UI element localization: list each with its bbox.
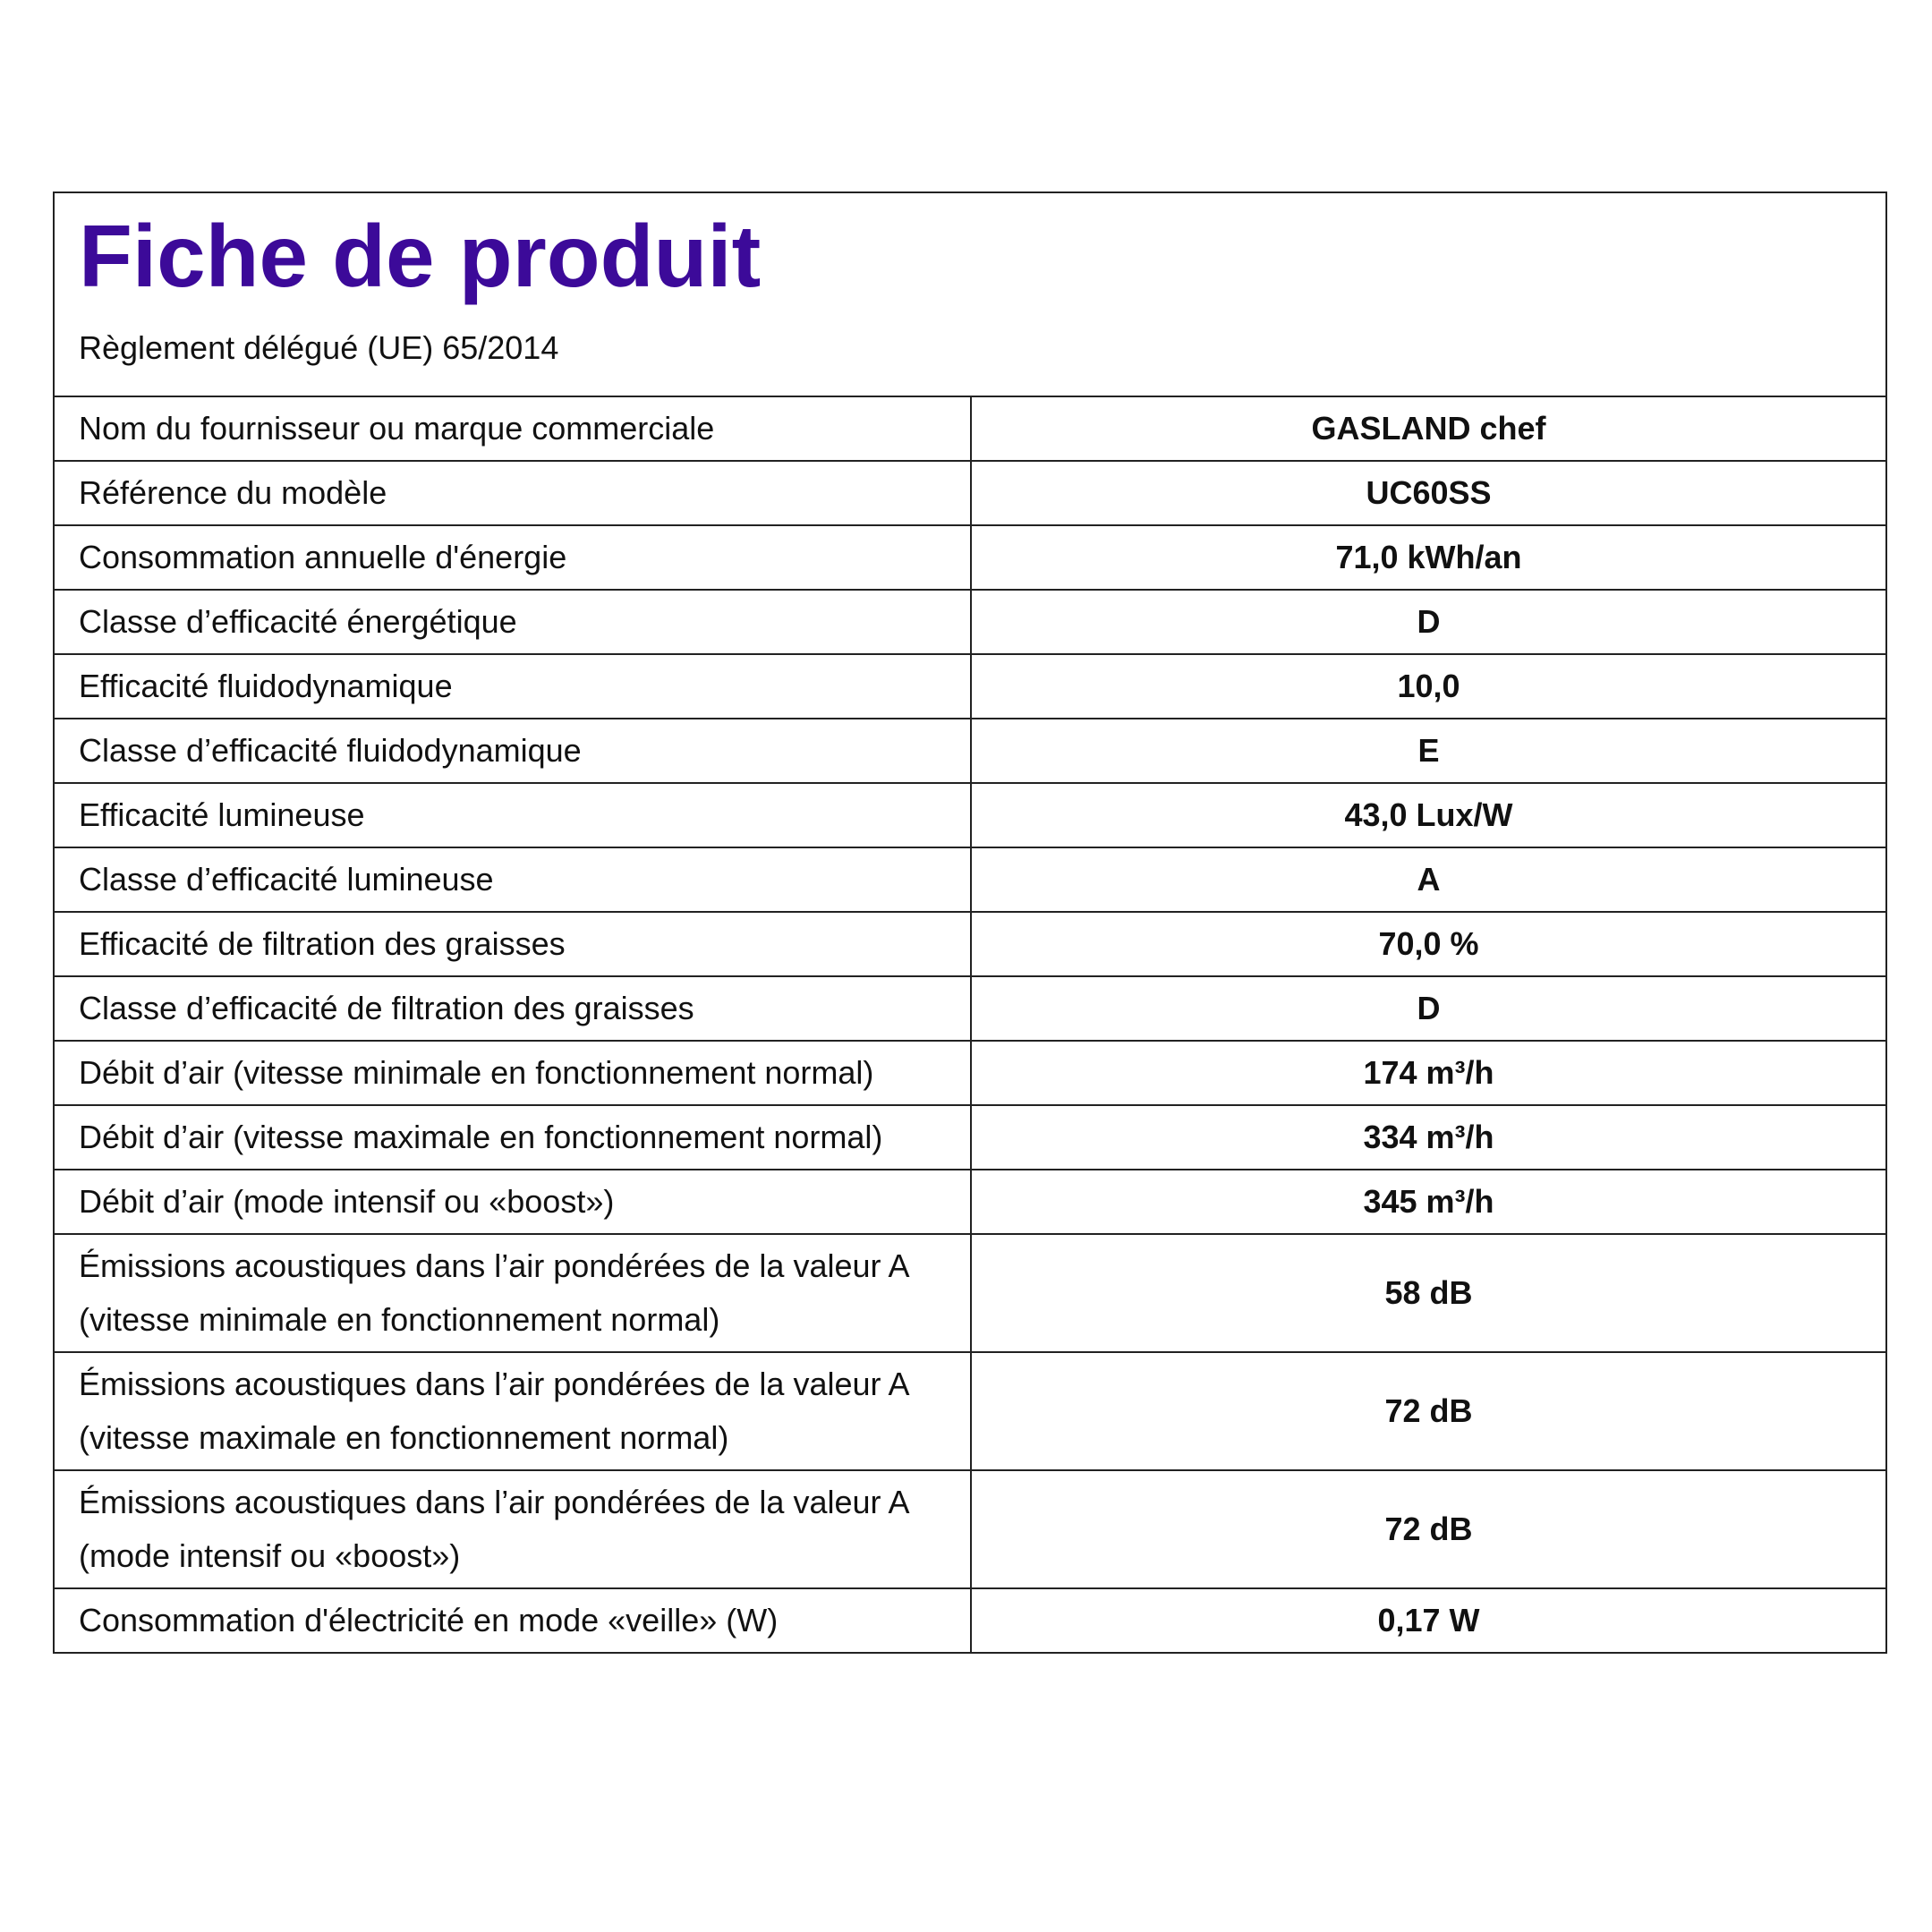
row-label: Efficacité lumineuse bbox=[55, 783, 971, 847]
row-label: Débit d’air (mode intensif ou «boost») bbox=[55, 1170, 971, 1234]
row-value: 174 m³/h bbox=[1363, 1054, 1494, 1091]
row-label: Débit d’air (vitesse maximale en fonctionnement normal) bbox=[55, 1105, 971, 1170]
table-row bbox=[55, 1105, 1885, 1170]
row-value: 345 m³/h bbox=[1363, 1183, 1494, 1220]
row-value: 72 dB bbox=[1384, 1392, 1473, 1429]
row-value: A bbox=[1417, 861, 1441, 898]
row-label: Consommation d'électricité en mode «veille» (W) bbox=[55, 1588, 971, 1652]
row-label: Débit d’air (vitesse minimale en fonctionnement normal) bbox=[55, 1041, 971, 1105]
sheet-header bbox=[55, 193, 1885, 397]
row-value: E bbox=[1417, 732, 1440, 769]
row-value: 10,0 bbox=[1397, 668, 1460, 704]
table-row bbox=[55, 783, 1885, 847]
table-row bbox=[55, 1588, 1885, 1652]
row-value: D bbox=[1417, 603, 1441, 640]
row-label: Classe d’efficacité énergétique bbox=[55, 590, 971, 654]
row-label: Consommation annuelle d'énergie bbox=[55, 525, 971, 590]
row-label: Classe d’efficacité de filtration des graisses bbox=[55, 976, 971, 1041]
row-value: 72 dB bbox=[1384, 1511, 1473, 1547]
table-row bbox=[55, 461, 1885, 525]
table-row bbox=[55, 912, 1885, 976]
row-label: Classe d’efficacité lumineuse bbox=[55, 847, 971, 912]
page-title: Fiche de produit bbox=[79, 207, 762, 305]
table-row bbox=[55, 1352, 1885, 1470]
table-row bbox=[55, 1470, 1885, 1588]
row-value: 71,0 kWh/an bbox=[1335, 539, 1522, 575]
table-row bbox=[55, 847, 1885, 912]
row-label: Émissions acoustiques dans l’air pondérées de la valeur A (vitesse maximale en fonctionnement normal) bbox=[55, 1352, 971, 1470]
product-sheet bbox=[53, 191, 1887, 1654]
table-row bbox=[55, 1234, 1885, 1352]
table-row bbox=[55, 590, 1885, 654]
row-label: Nom du fournisseur ou marque commerciale bbox=[55, 397, 971, 461]
table-row bbox=[55, 397, 1885, 461]
row-label: Efficacité fluidodynamique bbox=[55, 654, 971, 719]
row-label: Efficacité de filtration des graisses bbox=[55, 912, 971, 976]
regulation-subtitle: Règlement délégué (UE) 65/2014 bbox=[79, 329, 559, 366]
row-value: GASLAND chef bbox=[1311, 410, 1546, 447]
table-row bbox=[55, 525, 1885, 590]
table-row bbox=[55, 976, 1885, 1041]
row-label: Émissions acoustiques dans l’air pondérées de la valeur A (mode intensif ou «boost») bbox=[55, 1470, 971, 1588]
row-label: Émissions acoustiques dans l’air pondérées de la valeur A (vitesse minimale en fonctionnement normal) bbox=[55, 1234, 971, 1352]
table-row bbox=[55, 654, 1885, 719]
row-value: D bbox=[1417, 990, 1441, 1026]
row-value: 0,17 W bbox=[1377, 1602, 1480, 1638]
table-row bbox=[55, 719, 1885, 783]
row-value: UC60SS bbox=[1366, 474, 1492, 511]
spec-table bbox=[55, 397, 1885, 1652]
row-label: Classe d’efficacité fluidodynamique bbox=[55, 719, 971, 783]
row-value: 334 m³/h bbox=[1363, 1119, 1494, 1155]
row-value: 70,0 % bbox=[1378, 925, 1479, 962]
table-row bbox=[55, 1170, 1885, 1234]
row-value: 43,0 Lux/W bbox=[1344, 796, 1513, 833]
table-row bbox=[55, 1041, 1885, 1105]
row-value: 58 dB bbox=[1384, 1274, 1473, 1311]
row-label: Référence du modèle bbox=[55, 461, 971, 525]
